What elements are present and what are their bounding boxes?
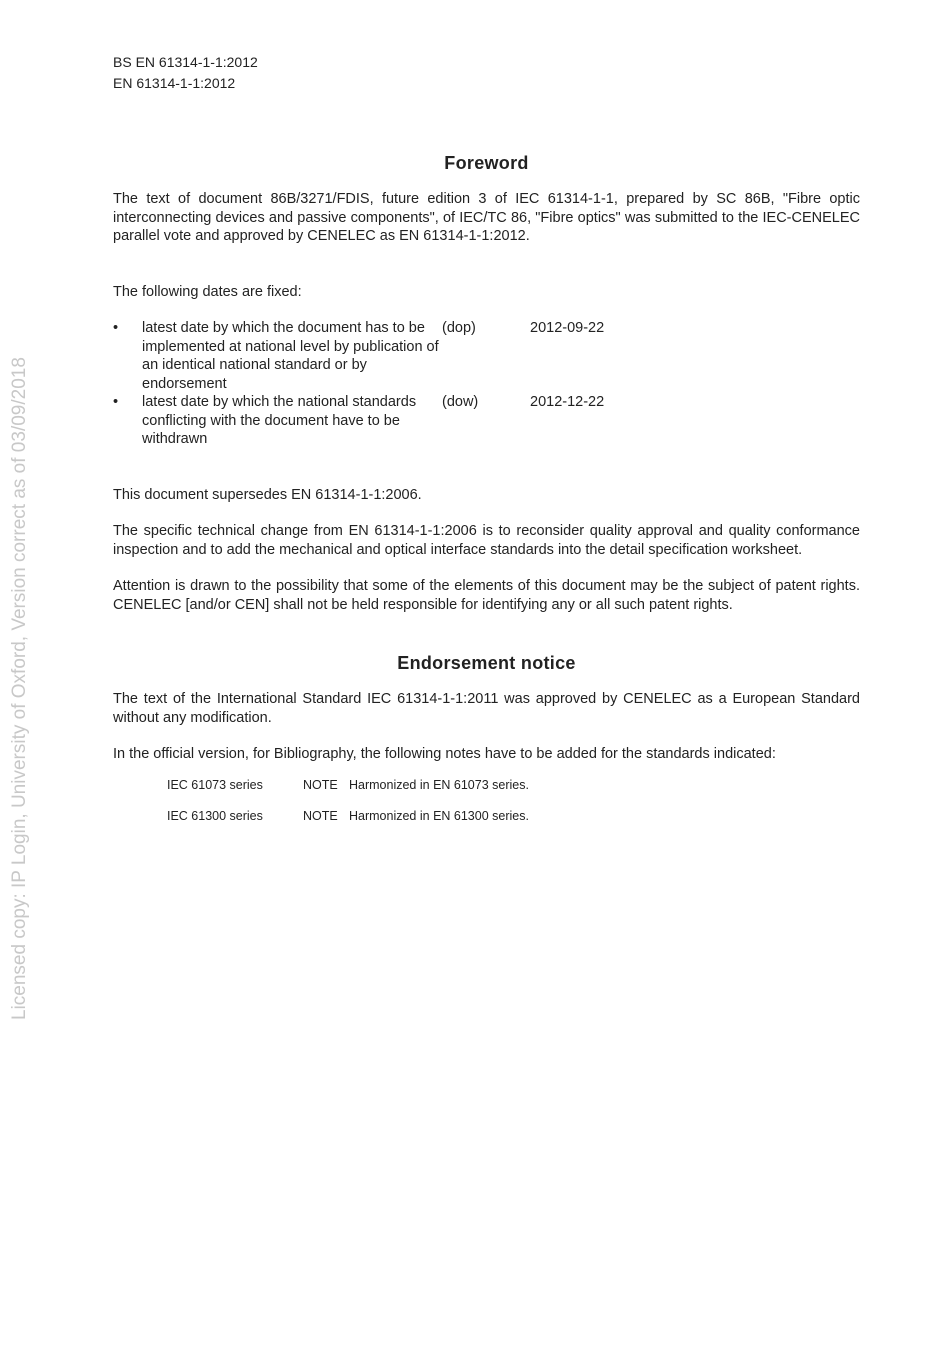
supersedes-statement: This document supersedes EN 61314-1-1:2006. [113,486,422,503]
official-version-note: In the official version, for Bibliography, the following notes have to be added for the standards indicated: [113,746,776,762]
date-description: latest date by which the national standards conflicting with the document have to be withdrawn [142,394,417,447]
note-row [167,793,529,824]
foreword-title: Foreword [444,153,529,173]
license-watermark: Licensed copy: IP Login, University of Oxford, Version correct as of 03/09/2018 [9,357,30,1020]
header-en-code: EN 61314-1-1:2012 [113,75,236,91]
technical-change-paragraph: The specific technical change from EN 61314-1-1:2006 is to reconsider quality approval and quality conformance inspection and to add the mechanical and optical interface standards into the detail specification worksheet. [113,523,860,558]
note-standard: IEC 61300 series [167,808,263,823]
bibliography-notes [167,777,529,824]
foreword-intro: The text of document 86B/3271/FDIS, future edition 3 of IEC 61314-1-1, prepared by SC 86B, "Fibre optic interconnecting devices and passive components", of IEC/TC 86, "Fibre optics" was submitted to the IEC-CENELEC parallel vote and approved by CENELEC as EN 61314-1-1:2012. [113,191,860,244]
date-row-dop [113,319,604,393]
date-abbreviation: (dop) [442,320,476,336]
endorsement-title: Endorsement notice [397,653,576,673]
date-description: latest date by which the document has to be implemented at national level by publication of an identical national standard or by endorsement [142,320,439,392]
note-label: NOTE [303,777,338,792]
note-row [167,777,529,793]
note-text: Harmonized in EN 61300 series. [349,808,529,823]
dates-intro: The following dates are fixed: [113,283,302,300]
dates-table [113,319,604,449]
note-standard: IEC 61073 series [167,777,263,792]
note-text: Harmonized in EN 61073 series. [349,777,529,792]
date-value: 2012-12-22 [530,394,605,410]
endorsement-text: The text of the International Standard IEC 61314-1-1:2011 was approved by CENELEC as a European Standard without any modification. [113,691,860,726]
date-value: 2012-09-22 [530,320,605,336]
note-label: NOTE [303,808,338,823]
bullet: • [113,320,119,336]
patent-attention-paragraph: Attention is drawn to the possibility that some of the elements of this document may be the subject of patent rights. CENELEC [and/or CEN] shall not be held responsible for identifying any or all such patent rights. [113,578,860,613]
page-content [113,150,860,824]
bullet: • [113,394,119,410]
date-abbreviation: (dow) [442,394,479,410]
date-row-dow [113,393,604,449]
document-header [113,52,258,94]
header-bs-code: BS EN 61314-1-1:2012 [113,54,258,70]
